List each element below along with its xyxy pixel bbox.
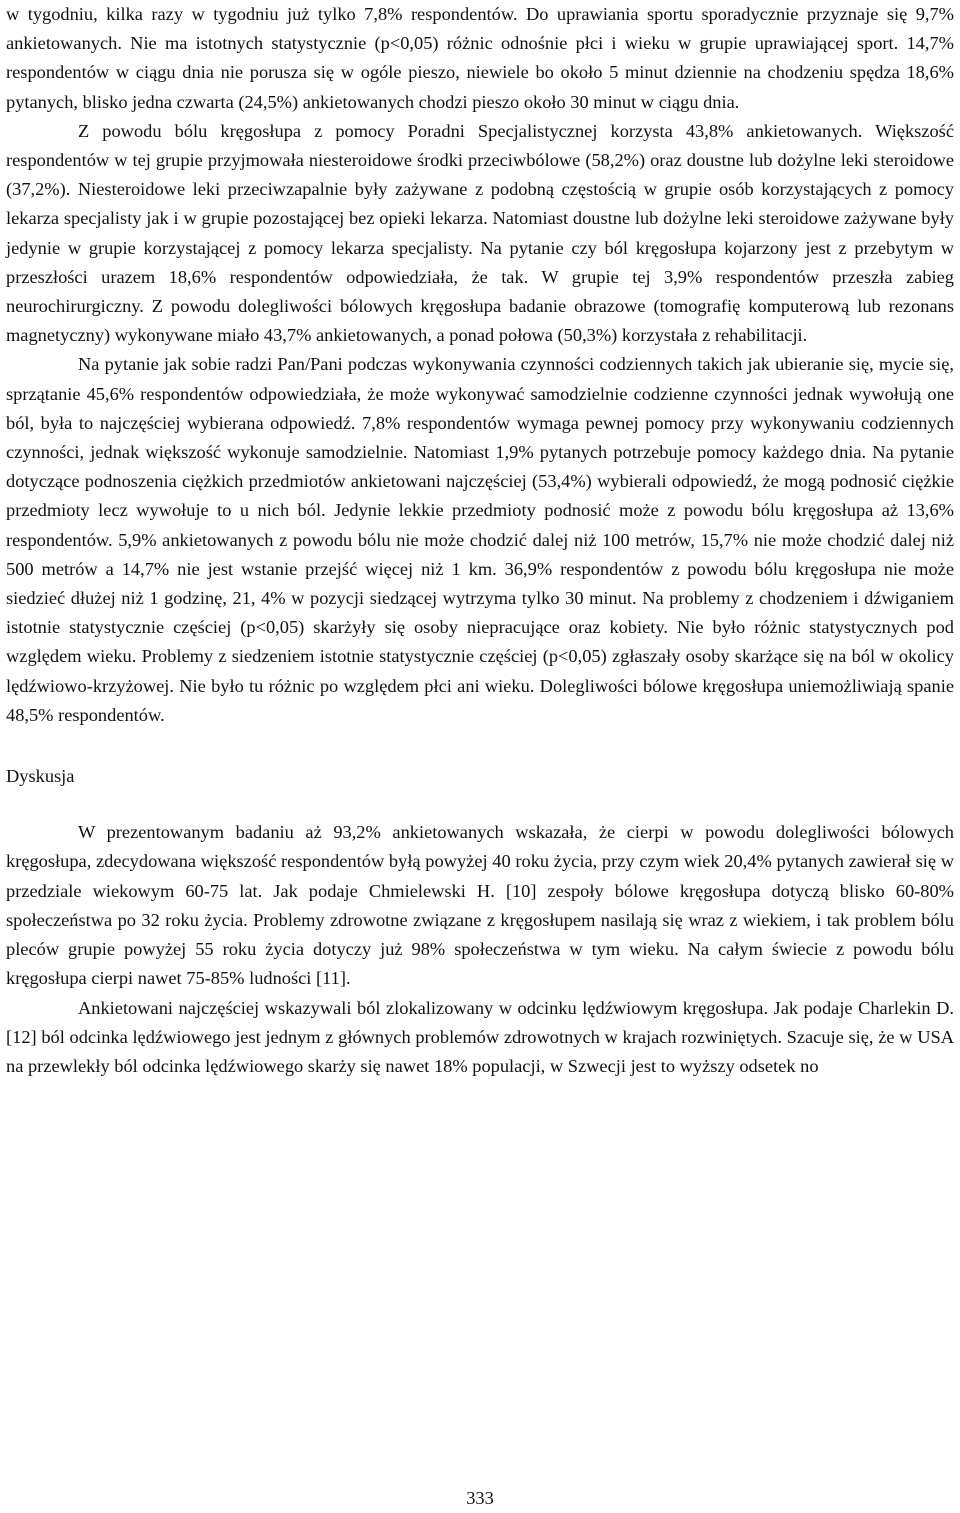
section-heading-discussion: Dyskusja [6,766,75,787]
results-paragraph-1: w tygodniu, kilka razy w tygodniu już tylko 7,8% respondentów. Do uprawiania sportu sporadycznie przyznaje się 9,7% ankietowanych. Nie ma istotnych statystycznie (p<0,05) różnic odnośnie płci i wieku w grupie uprawiającej sport. 14,7% respondentów w ciągu dnia nie porusza się w ogóle pieszo, niewiele bo około 5 minut dziennie na chodzeniu spędza 18,6% pytanych, blisko jedna czwarta (24,5%) ankietowanych chodzi pieszo około 30 minut w ciągu dnia. [6,4,954,112]
results-paragraph-2: Z powodu bólu kręgosłupa z pomocy Poradni Specjalistycznej korzysta 43,8% ankietowanych. Większość respondentów w tej grupie przyjmowała niesteroidowe środki przeciwbólowe (58,2%) oraz doustne lub dożylne leki steroidowe (37,2%). Niesteroidowe leki przeciwzapalnie były zażywane z podobną częstością w grupie osób korzystających z pomocy lekarza specjalisty jak i w grupie pozostającej bez opieki lekarza. Natomiast doustne lub dożylne leki steroidowe zażywane były jedynie w grupie korzystającej z pomocy lekarza specjalisty. Na pytanie czy ból kręgosłupa kojarzony jest z przebytym w przeszłości urazem 18,6% respondentów odpowiedziała, że tak. W grupie tej 3,9% respondentów przeszła zabieg neurochirurgiczny. Z powodu dolegliwości bólowych kręgosłupa badanie obrazowe (tomografię komputerową lub rezonans magnetyczny) wykonywane miało 43,7% ankietowanych, a ponad połowa (50,3%) korzystała z rehabilitacji. [6,120,954,346]
page-body [6,0,954,1081]
discussion-paragraph-1: W prezentowanym badaniu aż 93,2% ankietowanych wskazała, że cierpi w powodu dolegliwości bólowych kręgosłupa, zdecydowana większość respondentów byłą powyżej 40 roku życia, przy czym wiek 20,4% pytanych zawierał się w przedziale wiekowym 60-75 lat. Jak podaje Chmielewski H. [10] zespoły bólowe kręgosłupa dotyczą blisko 60-80% społeczeństwa po 32 roku życia. Problemy zdrowotne związane z kręgosłupem nasilają się wraz z wiekiem, i tak problem bólu pleców grupie powyżej 55 roku życia dotyczy już 98% społeczeństwa w tym wieku. Na całym świecie z powodu bólu kręgosłupa cierpi nawet 75-85% ludności [11]. [6,822,954,989]
discussion-paragraph-2: Ankietowani najczęściej wskazywali ból zlokalizowany w odcinku lędźwiowym kręgosłupa. Jak podaje Charlekin D. [12] ból odcinka lędźwiowego jest jednym z głównych problemów zdrowotnych w krajach rozwiniętych. Szacuje się, że w USA na przewlekły ból odcinka lędźwiowego skarży się nawet 18% populacji, w Szwecji jest to wyższy odsetek no [6,997,954,1076]
page-number: 333 [466,1488,494,1508]
results-paragraph-3: Na pytanie jak sobie radzi Pan/Pani podczas wykonywania czynności codziennych takich jak ubieranie się, mycie się, sprzątanie 45,6% respondentów odpowiedziała, że może wykonywać samodzielnie codzienne czynności jednak wywołują one ból, była to najczęściej wybierana odpowiedź. 7,8% respondentów wymaga pewnej pomocy przy wykonywaniu codziennych czynności, jednak większość wykonuje samodzielnie. Natomiast 1,9% pytanych potrzebuje pomocy każdego dnia. Na pytanie dotyczące podnoszenia ciężkich przedmiotów ankietowani najczęściej (53,4%) wybierali odpowiedź, że mogą podnosić ciężkie przedmioty lecz wywołuje to u nich ból. Jedynie lekkie przedmioty podnosić może z powodu bólu kręgosłupa aż 13,6% respondentów. 5,9% ankietowanych z powodu bólu nie może chodzić dalej niż 100 metrów, 15,7% nie może chodzić dalej niż 500 metrów a 14,7% nie jest wstanie przejść więcej niż 1 km. 36,9% respondentów z powodu bólu kręgosłupa nie może siedzieć dłużej niż 1 godzinę, 21, 4% w pozycji siedzącej wytrzyma tylko 30 minut. Na problemy z chodzeniem i dźwiganiem istotnie statystycznie częściej (p<0,05) skarżyły się osoby niepracujące oraz kobiety. Nie było różnic statystycznych pod względem wieku. Problemy z siedzeniem istotnie statystycznie częściej (p<0,05) zgłaszały osoby skarżące się na ból w okolicy lędźwiowo-krzyżowej. Nie było tu różnic po względem płci ani wieku. Dolegliwości bólowe kręgosłupa uniemożliwiają spanie 48,5% respondentów. [6,354,954,725]
